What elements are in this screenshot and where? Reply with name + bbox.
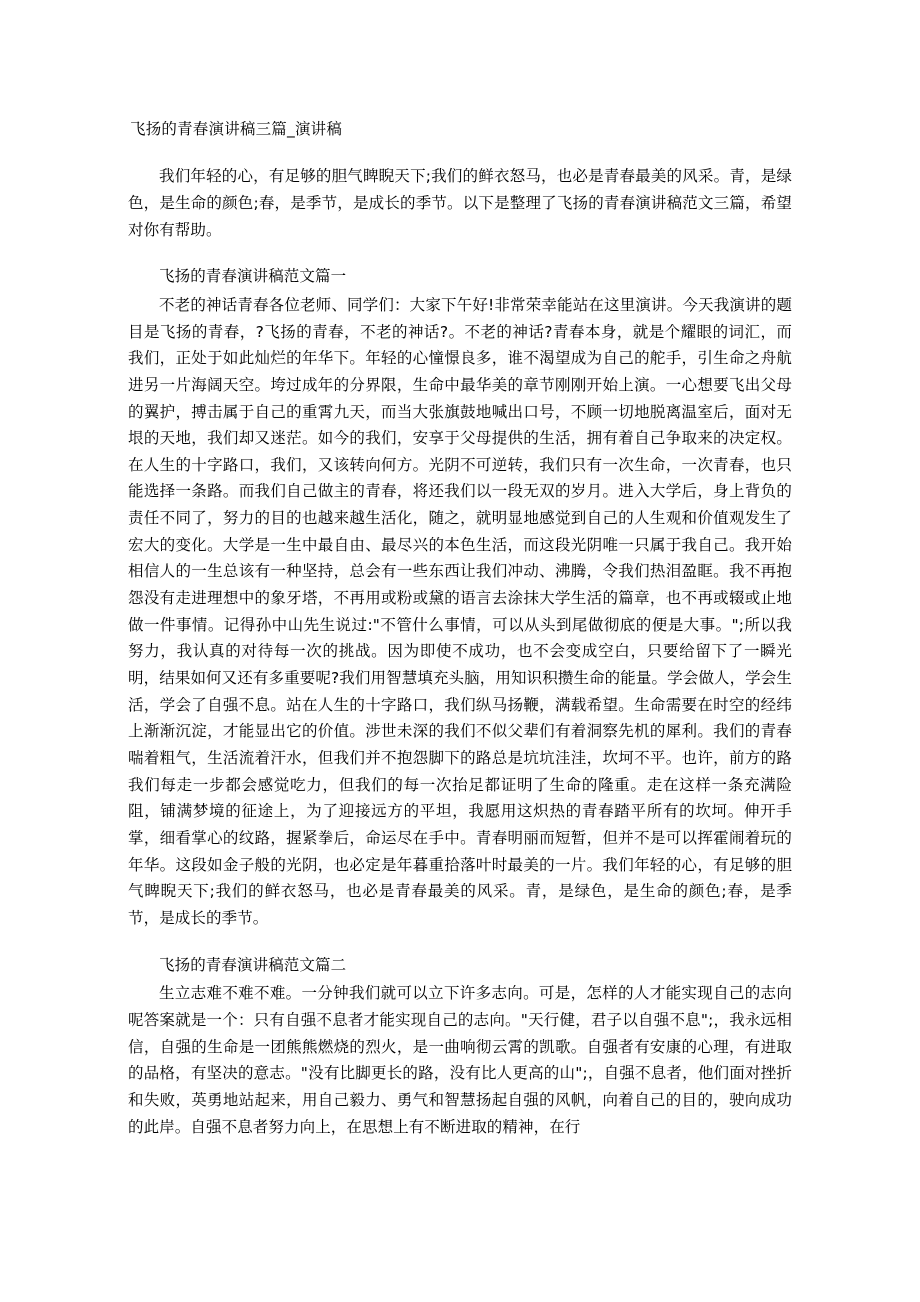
paragraph-intro: 我们年轻的心，有足够的胆气睥睨天下;我们的鲜衣怒马，也必是青春最美的风采。青，是绿色，是生命的颜色;春，是季节，是成长的季节。以下是整理了飞扬的青春演讲稿范文三篇，希望对你有帮助。 (128, 167, 792, 239)
section-heading-2: 飞扬的青春演讲稿范文篇二 (159, 955, 347, 974)
page-title: 飞扬的青春演讲稿三篇_演讲稿 (130, 120, 343, 138)
paragraph-body-1: 不老的神话青春各位老师、同学们：大家下午好!非常荣幸能站在这里演讲。今天我演讲的题目是飞扬的青春，?飞扬的青春，不老的神话?。不老的神话?青春本身，就是个耀眼的词汇，而我们，正处于如此灿烂的年华下。年轻的心憧憬良多，谁不渴望成为自己的舵手，引生命之舟航进另一片海阔天空。垮过成年的分界限，生命中最华美的章节刚刚开始上演。一心想要飞出父母的翼护，搏击属于自己的重霄九天，而当大张旗鼓地喊出口号，不顾一切地脱离温室后，面对无垠的天地，我们却又迷茫。如今的我们，安享于父母提供的生活，拥有着自己争取来的决定权。在人生的十字路口，我们，又该转向何方。光阴不可逆转，我们只有一次生命，一次青春，也只能选择一条路。而我们自己做主的青春，将还我们以一段无双的岁月。进入大学后，身上背负的责任不同了，努力的目的也越来越生活化，随之，就明显地感觉到自己的人生观和价值观发生了宏大的变化。大学是一生中最自由、最尽兴的本色生活，而这段光阴唯一只属于我自己。我开始相信人的一生总该有一种坚持，总会有一些东西让我们冲动、沸腾，令我们热泪盈眶。我不再抱怨没有走进理想中的象牙塔，不再用或粉或黛的语言去涂抹大学生活的篇章，也不再或辍或止地做一件事情。记得孙中山先生说过:"不管什么事情，可以从头到尾做彻底的便是大事。";所以我努力，我认真的对待每一次的挑战。因为即使不成功，也不会变成空白，只要给留下了一瞬光明，结果如何又还有多重要呢?我们用智慧填充头脑，用知识积攒生命的能量。学会做人，学会生活，学会了自强不息。站在人生的十字路口，我们纵马扬鞭，满载希望。生命需要在时空的经纬上渐渐沉淀，才能显出它的价值。涉世未深的我们不似父辈们有着洞察先机的犀利。我们的青春喘着粗气，生活流着汗水，但我们并不抱怨脚下的路总是坑坑洼洼，坎坷不平。也许，前方的路我们每走一步都会感觉吃力，但我们的每一次抬足都证明了生命的隆重。走在这样一条充满险阻，铺满梦境的征途上，为了迎接远方的平坦，我愿用这炽热的青春踏平所有的坎坷。伸开手掌，细看掌心的纹路，握紧拳后，命运尽在手中。青春明丽而短暂，但并不是可以挥霍闹着玩的年华。这段如金子般的光阴，也必定是年暮重拾落叶时最美的一片。我们年轻的心，有足够的胆气睥睨天下;我们的鲜衣怒马，也必是青春最美的风采。青，是绿色，是生命的颜色;春，是季节，是成长的季节。 (128, 295, 792, 927)
section-heading-1: 飞扬的青春演讲稿范文篇一 (159, 267, 347, 286)
paragraph-body-2: 生立志难不难不难。一分钟我们就可以立下许多志向。可是，怎样的人才能实现自己的志向呢答案就是一个：只有自强不息者才能实现自己的志向。"天行健，君子以自强不息";，我永远相信，自强的生命是一团熊熊燃烧的烈火，是一曲响彻云霄的凯歌。自强者有安康的心理，有进取的品格，有坚决的意志。"没有比脚更长的路，没有比人更高的山";，自强不息者，他们面对挫折和失败，英勇地站起来，用自己毅力、勇气和智慧扬起自强的风帆，向着自己的目的，驶向成功的此岸。自强不息者努力向上，在思想上有不断进取的精神，在行 (128, 984, 792, 1136)
